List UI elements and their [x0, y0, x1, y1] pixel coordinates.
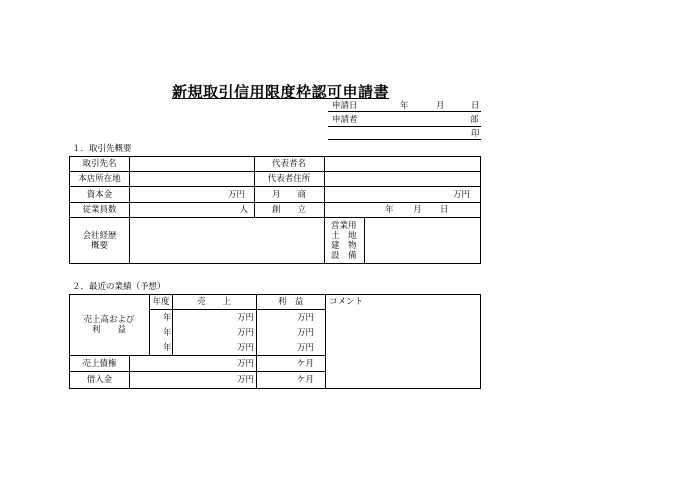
divider — [328, 139, 481, 140]
assets-label: 土 地 — [331, 231, 357, 241]
founded-month-label: 月 — [413, 205, 422, 215]
sales-profit-label: 売上高および — [83, 315, 135, 325]
employees-label: 従業員数 — [82, 205, 117, 215]
date-month-label: 月 — [436, 101, 445, 111]
founded-year-label: 年 — [385, 205, 394, 215]
row-year-label: 年 — [163, 343, 172, 353]
row-year-label: 年 — [163, 328, 172, 338]
monthly-sales-label: 月 商 — [271, 190, 306, 200]
col-comment-header: コメント — [329, 297, 364, 307]
head-office-label: 本店所在地 — [78, 174, 121, 184]
receivables-label: 売上債権 — [82, 359, 117, 369]
row-line — [149, 309, 325, 310]
assets-label: 設 備 — [331, 251, 357, 261]
borrowings-unit: 万円 — [236, 375, 254, 385]
sales-profit-label-2: 利 益 — [91, 325, 126, 335]
history-label: 会社経歴 — [82, 231, 117, 241]
rep-address-label: 代表者住所 — [267, 174, 311, 184]
row-line — [69, 371, 325, 372]
receivables-unit: 万円 — [236, 359, 254, 369]
section1-heading: １．取引先概要 — [72, 144, 132, 154]
department-label: 部 — [470, 115, 479, 125]
employees-unit: 人 — [239, 205, 248, 215]
receivables-months: ケ月 — [296, 359, 314, 369]
row-sales-unit: 万円 — [236, 343, 254, 353]
row-line — [69, 186, 481, 187]
seal-label: 印 — [471, 129, 480, 139]
row-line — [69, 217, 481, 218]
history-label-2: 概要 — [90, 241, 108, 251]
date-year-label: 年 — [400, 101, 409, 111]
applicant-label: 申請者 — [332, 115, 358, 125]
application-date-label: 申請日 — [332, 101, 358, 111]
representative-label: 代表者名 — [271, 159, 306, 169]
col-line — [325, 294, 326, 389]
col-line — [256, 294, 257, 389]
divider — [328, 111, 481, 112]
col-sales-header: 売 上 — [196, 297, 231, 307]
monthly-sales-unit: 万円 — [452, 190, 470, 200]
page-title: 新規取引信用限度枠認可申請書 — [172, 83, 390, 101]
founded-day-label: 日 — [440, 205, 449, 215]
row-profit-unit: 万円 — [296, 313, 314, 323]
capital-label: 資本金 — [86, 190, 113, 200]
col-profit-header: 利 益 — [277, 297, 304, 307]
capital-unit: 万円 — [227, 190, 245, 200]
assets-label: 営業用 — [331, 221, 357, 231]
col-year-header: 年度 — [152, 297, 170, 307]
divider — [328, 126, 481, 127]
row-line — [69, 171, 481, 172]
borrowings-months: ケ月 — [296, 375, 314, 385]
col-line — [364, 217, 365, 264]
borrowings-label: 借入金 — [86, 375, 113, 385]
row-sales-unit: 万円 — [236, 313, 254, 323]
row-sales-unit: 万円 — [236, 328, 254, 338]
section2-heading: ２．最近の業績（予想） — [72, 282, 166, 292]
date-day-label: 日 — [471, 101, 480, 111]
row-profit-unit: 万円 — [296, 328, 314, 338]
col-line — [324, 156, 325, 264]
row-line — [69, 355, 325, 356]
row-line — [69, 202, 481, 203]
assets-label: 建 物 — [331, 241, 357, 251]
row-year-label: 年 — [163, 313, 172, 323]
client-name-label: 取引先名 — [82, 159, 117, 169]
founded-label: 創 立 — [271, 205, 306, 215]
row-profit-unit: 万円 — [296, 343, 314, 353]
